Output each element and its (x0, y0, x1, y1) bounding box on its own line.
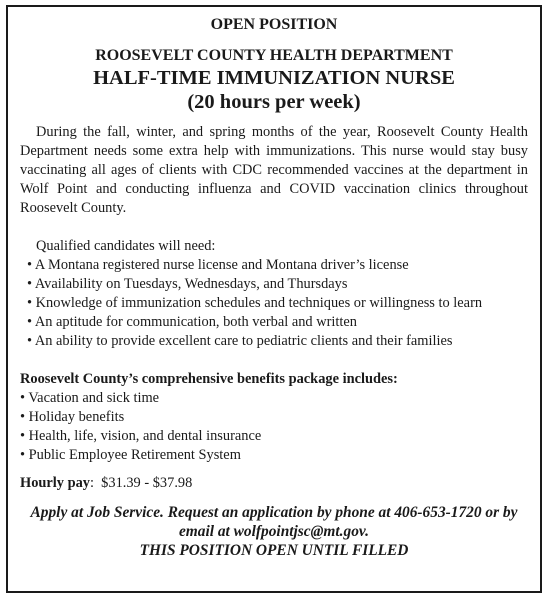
job-hours: (20 hours per week) (187, 91, 361, 113)
application-instructions (20, 503, 528, 560)
bullet-icon: • (27, 295, 33, 311)
intro-paragraph: During the fall, winter, and spring months of the year, Roosevelt County Health Department needs some extra help with immunizations. This nurse would stay busy vaccinating all ages of clients with CDC recommended vaccines at the department in Wolf Point and conducting influenza and COVID vaccination clinics throughout Roosevelt County. (20, 124, 528, 216)
list-item (20, 427, 528, 446)
list-item (20, 332, 528, 351)
benefit-text: Public Employee Retirement System (28, 447, 241, 463)
benefits-heading: Roosevelt County’s comprehensive benefits package includes: (20, 371, 398, 387)
hourly-pay-value: $31.39 - $37.98 (101, 475, 193, 491)
bullet-icon: • (20, 390, 26, 406)
bullet-icon: • (27, 314, 33, 330)
list-item (20, 313, 528, 332)
open-until-filled: THIS POSITION OPEN UNTIL FILLED (139, 542, 409, 559)
bullet-icon: • (20, 447, 26, 463)
qualification-text: An ability to provide excellent care to pediatric clients and their families (34, 333, 453, 349)
job-title: HALF-TIME IMMUNIZATION NURSE (93, 67, 455, 89)
benefits-list (20, 389, 528, 465)
benefit-text: Health, life, vision, and dental insurance (28, 428, 262, 444)
bullet-icon: • (27, 333, 33, 349)
qualification-text: A Montana registered nurse license and Montana driver’s license (34, 257, 409, 273)
list-item (20, 294, 528, 313)
apply-instructions: Apply at Job Service. Request an application by phone at 406-653-1720 or by email at wolfpointjsc@mt.gov. (30, 504, 518, 540)
benefit-text: Holiday benefits (28, 409, 125, 425)
qualifications-heading: Qualified candidates will need: (36, 238, 216, 254)
department-name: ROOSEVELT COUNTY HEALTH DEPARTMENT (95, 47, 453, 64)
bullet-icon: • (27, 276, 33, 292)
open-position-label: OPEN POSITION (210, 16, 338, 33)
list-item (20, 256, 528, 275)
hourly-pay-label: Hourly pay (20, 475, 90, 491)
bullet-icon: • (20, 409, 26, 425)
bullet-icon: • (20, 428, 26, 444)
qualification-text: Availability on Tuesdays, Wednesdays, and Thursdays (34, 276, 348, 292)
qualification-text: An aptitude for communication, both verbal and written (34, 314, 357, 330)
list-item (20, 408, 528, 427)
qualification-text: Knowledge of immunization schedules and techniques or willingness to learn (35, 295, 483, 311)
list-item (20, 446, 528, 465)
bullet-icon: • (27, 257, 33, 273)
qualifications-list (20, 256, 528, 351)
benefit-text: Vacation and sick time (28, 390, 160, 406)
hourly-pay: Hourly pay: $31.39 - $37.98 (20, 475, 193, 491)
list-item (20, 389, 528, 408)
list-item (20, 275, 528, 294)
job-advertisement (6, 5, 542, 593)
